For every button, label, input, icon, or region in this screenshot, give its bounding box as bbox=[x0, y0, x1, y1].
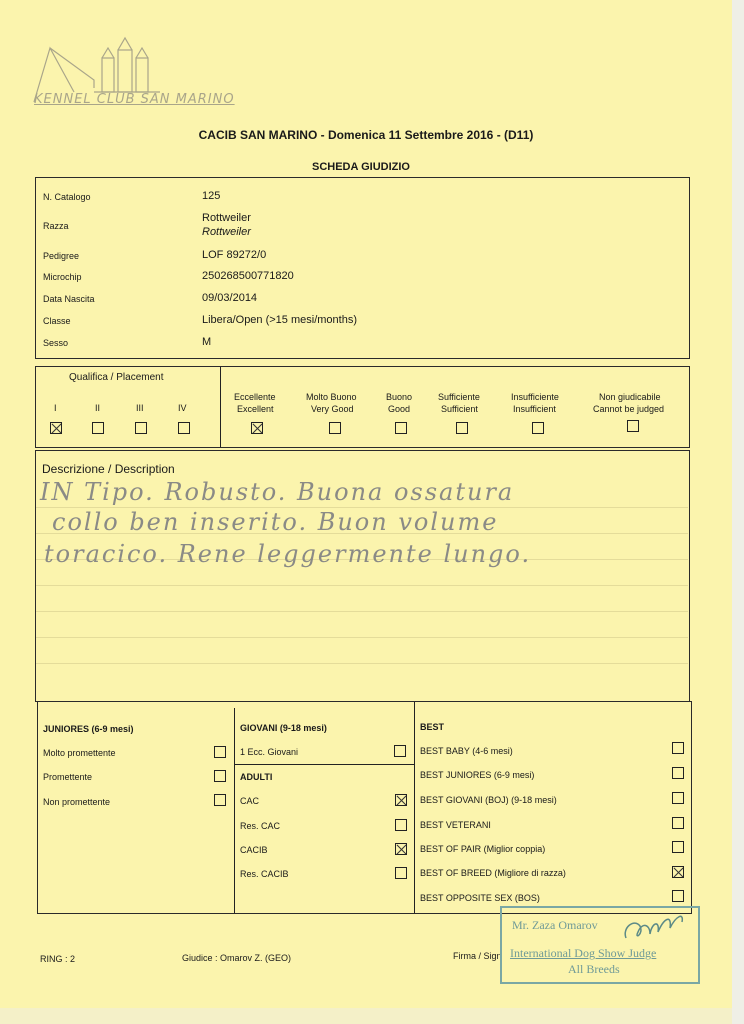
awards-divider-1 bbox=[234, 708, 235, 913]
giovani-item-label: 1 Ecc. Giovani bbox=[240, 747, 299, 757]
kennel-club-logo bbox=[30, 36, 235, 116]
juniores-item-label: Molto promettente bbox=[43, 748, 116, 758]
juniores-promising-checkbox[interactable] bbox=[214, 770, 226, 782]
birth-date-label: Data Nascita bbox=[43, 294, 95, 304]
grade-insufficient-en: Insufficient bbox=[513, 404, 556, 414]
grade-excellent-en: Excellent bbox=[237, 404, 274, 414]
best-title: BEST bbox=[420, 722, 445, 732]
rank-label-4: IV bbox=[178, 403, 187, 413]
grade-insufficient-checkbox[interactable] bbox=[532, 422, 544, 434]
best-item-label: BEST BABY (4-6 mesi) bbox=[420, 746, 513, 756]
microchip-value: 250268500771820 bbox=[202, 270, 294, 282]
best-juniores-checkbox[interactable] bbox=[672, 767, 684, 779]
best-item-label: BEST JUNIORES (6-9 mesi) bbox=[420, 770, 535, 780]
birth-date-value: 09/03/2014 bbox=[202, 292, 258, 304]
grade-excellent-checkbox[interactable] bbox=[251, 422, 263, 434]
best-item-label: BEST OF PAIR (Miglior coppia) bbox=[420, 844, 546, 854]
grade-good-it: Buono bbox=[386, 392, 413, 402]
rank-2-checkbox[interactable] bbox=[92, 422, 104, 434]
awards-box bbox=[37, 701, 692, 914]
best-giovani-checkbox[interactable] bbox=[672, 792, 684, 804]
stamp-line-3: All Breeds bbox=[568, 962, 620, 976]
giovani-title: GIOVANI (9-18 mesi) bbox=[240, 723, 327, 733]
description-handwritten-line-1: IN Tipo. Robusto. Buona ossatura bbox=[40, 478, 515, 506]
placement-box bbox=[35, 366, 690, 448]
stamp-line-2: International Dog Show Judge bbox=[510, 946, 657, 960]
juniores-title: JUNIORES (6-9 mesi) bbox=[43, 724, 134, 734]
res-cac-checkbox[interactable] bbox=[395, 819, 407, 831]
grade-sufficient-checkbox[interactable] bbox=[456, 422, 468, 434]
best-veterani-checkbox[interactable] bbox=[672, 817, 684, 829]
best-item-label: BEST OPPOSITE SEX (BOS) bbox=[420, 893, 540, 903]
best-opposite-sex-checkbox[interactable] bbox=[672, 890, 684, 902]
stamp-line-1: Mr. Zaza Omarov bbox=[512, 918, 598, 932]
placement-title: Qualifica / Placement bbox=[69, 372, 164, 383]
ruled-line bbox=[36, 663, 688, 664]
placement-divider bbox=[220, 367, 221, 447]
ring-number: RING : 2 bbox=[40, 954, 76, 964]
res-cacib-checkbox[interactable] bbox=[395, 867, 407, 879]
grade-insufficient-it: Insufficiente bbox=[511, 392, 559, 402]
rank-4-checkbox[interactable] bbox=[178, 422, 190, 434]
grade-excellent-it: Eccellente bbox=[234, 392, 276, 402]
description-handwritten-line-3: toracico. Rene leggermente lungo. bbox=[44, 540, 532, 568]
description-label: Descrizione / Description bbox=[42, 462, 175, 476]
grade-good-checkbox[interactable] bbox=[395, 422, 407, 434]
page-title: CACIB SAN MARINO - Domenica 11 Settembre 2016 - (D11) bbox=[198, 128, 534, 142]
ruled-line bbox=[36, 585, 688, 586]
rank-label-3: III bbox=[136, 403, 144, 413]
page-subtitle: SCHEDA GIUDIZIO bbox=[312, 161, 410, 173]
grade-cannot-judge-checkbox[interactable] bbox=[627, 420, 639, 432]
page-edge bbox=[732, 0, 744, 1024]
juniores-item-label: Non promettente bbox=[43, 797, 111, 807]
judge-name: Giudice : Omarov Z. (GEO) bbox=[182, 953, 292, 963]
best-of-breed-checkbox[interactable] bbox=[672, 866, 684, 878]
ruled-line bbox=[36, 611, 688, 612]
adulti-divider bbox=[234, 764, 414, 765]
dog-info-box bbox=[35, 177, 690, 359]
description-handwritten-line-2: collo ben inserito. Buon volume bbox=[52, 508, 499, 536]
adulti-item-label: Res. CAC bbox=[240, 821, 281, 831]
awards-divider-2 bbox=[414, 702, 415, 913]
pedigree-value: LOF 89272/0 bbox=[202, 249, 267, 261]
grade-very-good-checkbox[interactable] bbox=[329, 422, 341, 434]
adulti-item-label: CAC bbox=[240, 796, 260, 806]
judge-stamp bbox=[500, 906, 700, 984]
best-of-pair-checkbox[interactable] bbox=[672, 841, 684, 853]
ruled-line bbox=[36, 637, 688, 638]
giovani-excellent-checkbox[interactable] bbox=[394, 745, 406, 757]
adulti-title: ADULTI bbox=[240, 772, 273, 782]
grade-very-good-it: Molto Buono bbox=[306, 392, 357, 402]
best-item-label: BEST GIOVANI (BOJ) (9-18 mesi) bbox=[420, 795, 557, 805]
breed-value: Rottweiler bbox=[202, 212, 251, 224]
catalog-label: N. Catalogo bbox=[43, 192, 91, 202]
sex-label: Sesso bbox=[43, 338, 69, 348]
rank-3-checkbox[interactable] bbox=[135, 422, 147, 434]
juniores-item-label: Promettente bbox=[43, 772, 93, 782]
adulti-item-label: CACIB bbox=[240, 845, 268, 855]
grade-good-en: Good bbox=[388, 404, 411, 414]
best-item-label: BEST OF BREED (Migliore di razza) bbox=[420, 868, 566, 878]
cac-checkbox[interactable] bbox=[395, 794, 407, 806]
grade-very-good-en: Very Good bbox=[311, 404, 354, 414]
cacib-checkbox[interactable] bbox=[395, 843, 407, 855]
rank-label-1: I bbox=[54, 403, 57, 413]
adulti-item-label: Res. CACIB bbox=[240, 869, 289, 879]
grade-sufficient-en: Sufficient bbox=[441, 404, 478, 414]
juniores-very-promising-checkbox[interactable] bbox=[214, 746, 226, 758]
rank-label-2: II bbox=[95, 403, 101, 413]
breed-label: Razza bbox=[43, 221, 69, 231]
class-label: Classe bbox=[43, 316, 71, 326]
logo-text: KENNEL CLUB SAN MARINO bbox=[34, 92, 235, 107]
page-bottom-edge bbox=[0, 1008, 732, 1024]
pedigree-label: Pedigree bbox=[43, 251, 80, 261]
class-value: Libera/Open (>15 mesi/months) bbox=[202, 314, 357, 326]
breed-value-italic: Rottweiler bbox=[202, 226, 251, 238]
juniores-not-promising-checkbox[interactable] bbox=[214, 794, 226, 806]
signature-icon bbox=[620, 908, 690, 948]
signature-label: Firma / Sign bbox=[453, 951, 502, 961]
grade-cannot-judge-en: Cannot be judged bbox=[593, 404, 665, 414]
grade-cannot-judge-it: Non giudicabile bbox=[599, 392, 661, 402]
rank-1-checkbox[interactable] bbox=[50, 422, 62, 434]
best-item-label: BEST VETERANI bbox=[420, 820, 491, 830]
grade-sufficient-it: Sufficiente bbox=[438, 392, 480, 402]
best-baby-checkbox[interactable] bbox=[672, 742, 684, 754]
catalog-value: 125 bbox=[202, 190, 221, 202]
microchip-label: Microchip bbox=[43, 272, 82, 282]
sex-value: M bbox=[202, 336, 212, 348]
